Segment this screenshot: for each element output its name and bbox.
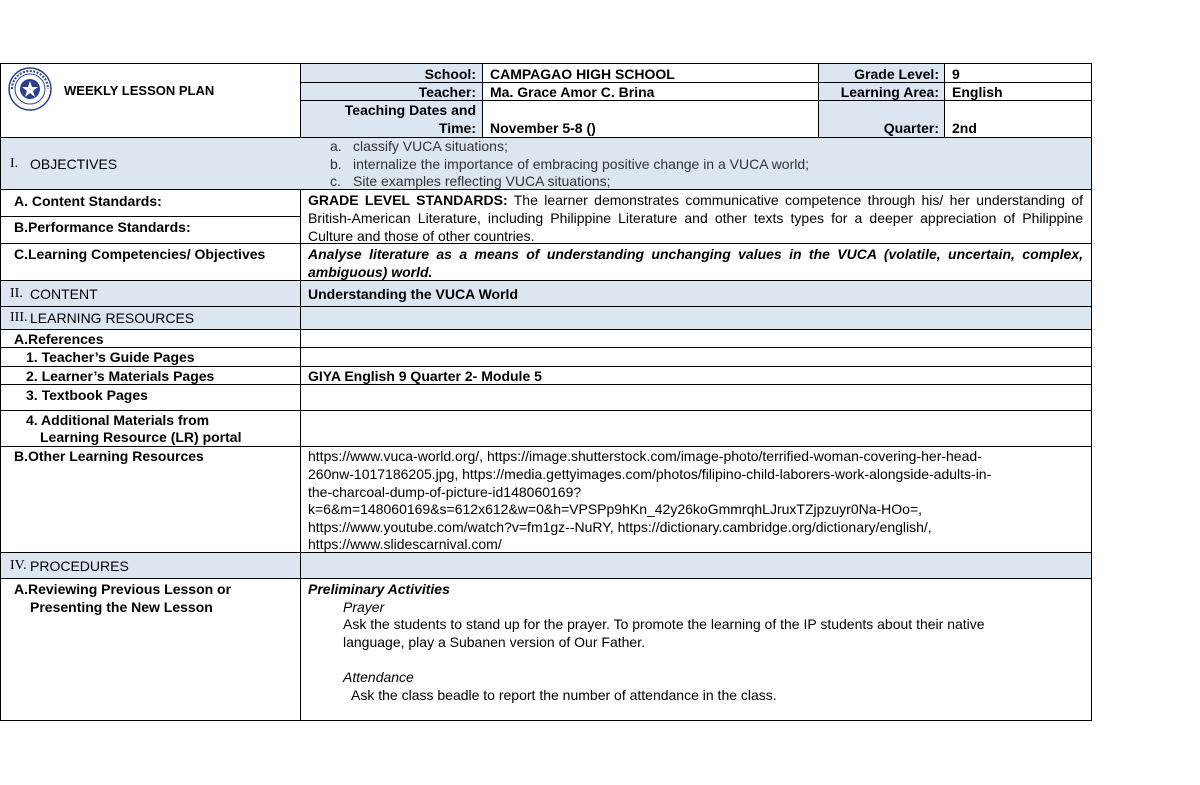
objective-marker: b. [330, 156, 342, 172]
grade-level-standards-text [308, 191, 1083, 245]
performance-standards-label: B.Performance Standards: [14, 219, 191, 235]
attendance-heading: Attendance [343, 669, 414, 685]
grade-level-value: 9 [952, 66, 960, 82]
objective-item: classify VUCA situations; [353, 138, 508, 154]
resource-link-line[interactable]: https://www.slidescarnival.com/ [308, 536, 502, 552]
resource-link-line[interactable]: the-charcoal-dump-of-picture-id148060169? [308, 484, 582, 500]
objective-item: Site examples reflecting VUCA situations; [353, 173, 611, 189]
additional-materials-label-line1: 4. Additional Materials from [26, 412, 210, 428]
objective-marker: a. [330, 138, 342, 154]
content-numeral: II. [10, 286, 23, 301]
learning-competencies-label: C.Learning Competencies/ Objectives [14, 246, 266, 262]
content-value: Understanding the VUCA World [308, 286, 518, 302]
resource-link-line[interactable]: https://www.vuca-world.org/, https://image.shutterstock.com/image-photo/terrified-woman-covering-her-head- [308, 448, 982, 464]
quarter-value: 2nd [952, 120, 977, 136]
school-label: School: [424, 66, 476, 82]
learners-materials-value: GIYA English 9 Quarter 2- Module 5 [308, 368, 542, 384]
additional-materials-label-line2: Learning Resource (LR) portal [40, 429, 242, 445]
reviewing-lesson-label-line2: Presenting the New Lesson [30, 599, 213, 615]
learning-area-label: Learning Area: [840, 84, 939, 100]
references-label: A.References [14, 331, 104, 347]
prayer-text-line2: language, play a Subanen version of Our Father. [343, 634, 645, 650]
other-resources-label: B.Other Learning Resources [14, 448, 204, 464]
teacher-value: Ma. Grace Amor C. Brina [490, 84, 655, 100]
teacher-label: Teacher: [418, 84, 476, 100]
grade-level-standards-heading: GRADE LEVEL STANDARDS: [308, 192, 508, 208]
content-heading: CONTENT [30, 286, 98, 302]
resource-link-line[interactable]: 260nw-1017186205.jpg, https://media.gettyimages.com/photos/filipino-child-laborers-work-alongside-adults-in- [308, 466, 992, 482]
textbook-pages-label: 3. Textbook Pages [26, 387, 148, 403]
objective-marker: c. [330, 173, 341, 189]
quarter-label: Quarter: [883, 120, 939, 136]
teaching-dates-label-line2: Time: [438, 120, 476, 136]
preliminary-activities-heading: Preliminary Activities [308, 581, 450, 597]
content-row-shade [1, 281, 1091, 306]
objectives-heading: OBJECTIVES [30, 156, 118, 172]
objectives-numeral: I. [10, 156, 19, 171]
learning-competencies-text: Analyse literature as a means of understanding unchanging values in the VUCA (volatile, uncertain, complex, ambiguous) world. [308, 246, 1083, 280]
resources-numeral: III. [10, 310, 28, 325]
document-title: WEEKLY LESSON PLAN [64, 83, 215, 98]
reviewing-lesson-label-line1: A.Reviewing Previous Lesson or [14, 581, 232, 597]
grade-level-label: Grade Level: [854, 66, 939, 82]
teaching-dates-value: November 5-8 () [490, 120, 596, 136]
deped-seal-logo [8, 67, 52, 111]
procedures-numeral: IV. [10, 558, 27, 573]
school-value: CAMPAGAO HIGH SCHOOL [490, 66, 675, 82]
prayer-heading: Prayer [343, 599, 385, 615]
teachers-guide-label: 1. Teacher’s Guide Pages [26, 349, 195, 365]
objective-item: internalize the importance of embracing positive change in a VUCA world; [353, 156, 810, 172]
learners-materials-label: 2. Learner’s Materials Pages [26, 368, 215, 384]
resource-link-line[interactable]: https://www.youtube.com/watch?v=fm1gz--NuRY, https://dictionary.cambridge.org/dictionary/english/, [308, 519, 932, 535]
procedures-heading: PROCEDURES [30, 558, 129, 574]
learning-area-value: English [952, 84, 1003, 100]
content-standards-label: A. Content Standards: [14, 193, 162, 209]
procedures-row-shade [1, 552, 1091, 578]
prayer-text-line1: Ask the students to stand up for the prayer. To promote the learning of the IP students about their native [343, 616, 985, 632]
grade-level-standards-body: The learner demonstrates communicative competence through his/ her understanding of British-American Literature, including Philippine Literature and other texts types for a deeper appreciation of Philippine Culture and those of other countries. [308, 192, 1084, 244]
teaching-dates-label-line1: Teaching Dates and [344, 102, 476, 118]
resource-link-line[interactable]: k=6&m=148060169&s=612x612&w=0&h=VPSPp9hKn_42y26koGmmrqhLJruxTZjpzuyr0Na-HOo=, [308, 501, 923, 517]
resources-heading: LEARNING RESOURCES [30, 310, 195, 326]
attendance-text: Ask the class beadle to report the number of attendance in the class. [351, 687, 777, 703]
